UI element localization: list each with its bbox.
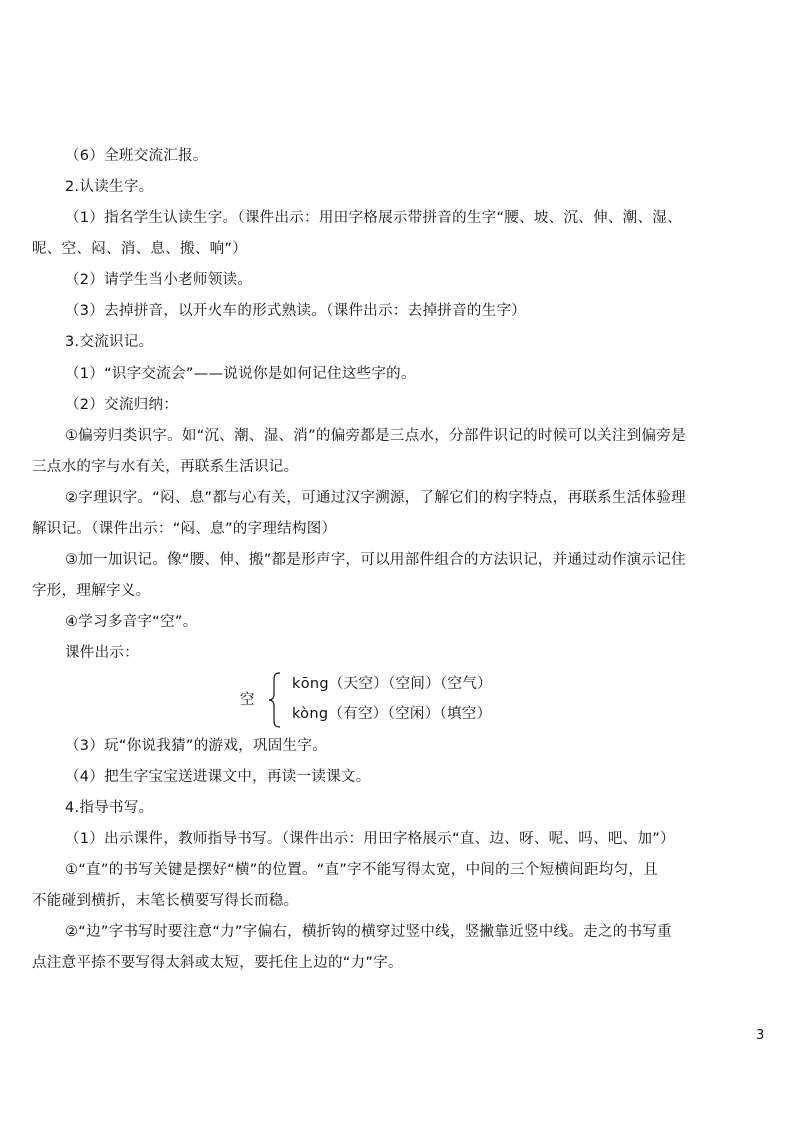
text-line: （2）交流归纳：	[65, 397, 179, 413]
text-line: ②字理识字。“闷、息”都与心有关，可通过汉字溯源，了解它们的构字特点，再联系生活体验理	[65, 490, 686, 506]
polyphone-char: 空	[240, 692, 255, 708]
text-line: ④学习多音字“空”。	[65, 614, 198, 630]
section-heading: 4.指导书写。	[65, 800, 154, 816]
section-heading: 2.认读生字。	[65, 179, 154, 195]
text-line: 三点水的字与水有关，再联系生活识记。	[32, 459, 299, 475]
page-number: 3	[756, 1028, 765, 1043]
polyphone-reading-1: kōng（天空）（空间）（空气）	[292, 676, 492, 692]
text-line: ②“边”字书写时要注意“力”字偏右，横折钩的横穿过竖中线，竖撇靠近竖中线。走之的书写重	[65, 924, 672, 940]
text-line: ①偏旁归类识字。如“沉、潮、湿、消”的偏旁都是三点水，分部件识记的时候可以关注到偏旁是	[65, 428, 686, 444]
text-line: （6）全班交流汇报。	[65, 148, 208, 164]
text-line: （4）把生字宝宝送进课文中，再读一读课文。	[65, 769, 371, 785]
section-heading: 3.交流识记。	[65, 334, 154, 350]
text-line: 呢、空、闷、消、息、搬、响”）	[32, 241, 248, 257]
text-line: （2）请学生当小老师领读。	[65, 272, 253, 288]
text-line: （1）“识字交流会”——说说你是如何记住这些字的。	[65, 366, 416, 382]
polyphone-diagram	[240, 672, 540, 728]
text-line: 课件出示：	[65, 645, 139, 661]
text-line: ①“直”的书写关键是摆好“横”的位置。“直”字不能写得太宽，中间的三个短横间距均匀，且	[65, 862, 658, 878]
curly-brace-icon	[268, 672, 282, 728]
text-line: 点注意平捺不要写得太斜或太短，要托住上边的“力”字。	[32, 955, 403, 971]
text-line: （3）去掉拼音，以开火车的形式熟读。（课件出示：去掉拼音的生字）	[65, 303, 527, 319]
text-line: （1）指名学生认读生字。（课件出示：用田字格展示带拼音的生字“腰、坡、沉、伸、潮、湿、	[65, 210, 682, 226]
text-line: ③加一加识记。像“腰、伸、搬”都是形声字，可以用部件组合的方法识记，并通过动作演示记住	[65, 552, 686, 568]
text-line: 字形，理解字义。	[32, 583, 151, 599]
text-line: 不能碰到横折，末笔长横要写得长而稳。	[32, 893, 299, 909]
polyphone-reading-2: kòng（有空）（空闲）（填空）	[292, 706, 492, 722]
text-line: （3）玩“你说我猜”的游戏，巩固生字。	[65, 738, 327, 754]
text-line: 解识记。（课件出示：“闷、息”的字理结构图）	[32, 521, 337, 537]
text-line: （1）出示课件，教师指导书写。（课件出示：用田字格展示“直、边、呀、呢、吗、吧、加”）	[65, 831, 675, 847]
